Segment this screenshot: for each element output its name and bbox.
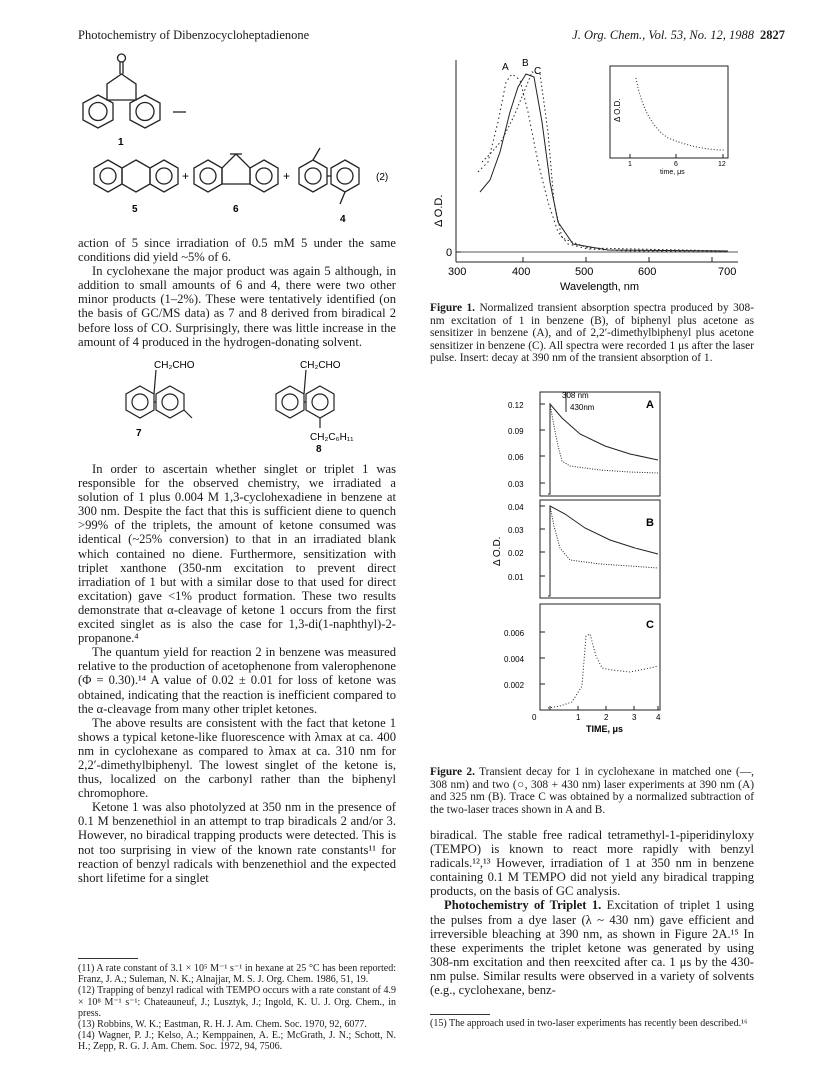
fig2-xtick: 2	[604, 713, 609, 722]
section-heading: Photochemistry of Triplet 1.	[444, 898, 602, 913]
paragraph-body: Excitation of triplet 1 using the pulses from a dye laser (λ ~ 430 nm) gave efficient and irreversible bleaching at 390 nm, as shown in Figure 2A.¹⁵ In these experiments the triplet ketone was generated by using 308-nm excitation and then reexcited after ca. 1 μs by the 430-nm pulse. Similar results were observed in a variety of solvents (e.g., cyclohexane, benz-	[430, 898, 755, 998]
fig1-inset-xlabel: time, μs	[660, 169, 685, 176]
caption-label: Figure 2.	[430, 766, 475, 778]
paragraph: action of 5 since irradiation of 0.5 mM 5 under the same conditions did yield ~5% of 6.	[78, 236, 396, 265]
journal-name: J. Org. Chem., Vol. 53, No. 12, 1988	[572, 28, 754, 42]
paragraph	[430, 898, 754, 997]
equation-number: (2)	[376, 172, 389, 183]
ch2c6h11-label: CH₂C₆H₁₁	[310, 432, 354, 443]
fig2a-ytick: 0.12	[508, 401, 524, 410]
figure-1	[428, 52, 758, 304]
fig2-xtick: 1	[576, 713, 581, 722]
paragraph: In order to ascertain whether singlet or triplet 1 was responsible for the observed chemistry, we irradiated a solution of 1 plus 0.004 M 1,3-cyclohexadiene in benzene at 300 nm. Despite the fact that this is sufficient diene to quench >99% of the triplets, the amount of ketone consumed was identical (~25% conversion) to that in an irradiated blank which contained no diene. Furthermore, sensitization with triplet xanthone (350-nm excitation to prevent direct irradiation of 1 but with a similar dose to that used for direct excitation) gave <1% product formation. These two results demonstrate that α-cleavage of ketone 1 occurs from the first excited singlet as is also the case for 1,3-di(1-naphthyl)-2-propanone.⁴	[78, 462, 396, 646]
running-header: Photochemistry of Dibenzocycloheptadienone	[78, 28, 310, 42]
footnotes	[78, 963, 396, 1053]
fig1-curve-label: B	[522, 58, 529, 69]
fig2c-label: C	[646, 619, 654, 631]
fig1-xtick: 500	[575, 266, 594, 278]
fig1-xtick: 300	[448, 266, 467, 278]
ch2cho-label: CH₂CHO	[154, 360, 195, 371]
fig2c-ytick: 0.002	[504, 681, 525, 690]
plus-sign: +	[283, 169, 291, 183]
compound-5-label: 5	[132, 204, 138, 215]
fig2a-label: A	[646, 399, 654, 411]
footnote-15: (15) The approach used in two-laser experiments has recently been described.¹⁶	[430, 1018, 748, 1029]
right-column-text	[430, 828, 754, 997]
fig1-xtick: 700	[718, 266, 737, 278]
compound-1-label: 1	[118, 137, 124, 148]
plus-sign: +	[182, 169, 190, 183]
footnote-rule	[430, 1014, 490, 1015]
fig1-xlabel: Wavelength, nm	[560, 281, 640, 293]
reaction-scheme	[78, 50, 408, 230]
fig2c-ytick: 0.006	[504, 629, 525, 638]
footnote: (14) Wagner, P. J.; Kelso, A.; Kemppainen, A. E.; McGrath, J. N.; Schott, N. H.; Zepp, R. G. J. Am. Chem. Soc. 1972, 94, 7506.	[78, 1030, 396, 1053]
fig2-ylabel: Δ O.D.	[492, 536, 503, 566]
fig2-xtick: 4	[656, 713, 661, 722]
footnote: (13) Robbins, W. K.; Eastman, R. H. J. Am. Chem. Soc. 1970, 92, 6077.	[78, 1019, 367, 1031]
fig2b-ytick: 0.04	[508, 503, 524, 512]
footnote-rule	[78, 958, 138, 959]
fig1-curve-label: A	[502, 62, 509, 73]
fig1-xtick: 400	[512, 266, 531, 278]
left-column-top	[78, 236, 396, 349]
paragraph: In cyclohexane the major product was again 5 although, in addition to small amounts of 6 and 4, there were two other minor products (1–2%). These were tentatively identified (on the basis of GC/MS data) as 7 and 8 derived from biradical 2 before loss of CO. Surprisingly, there was little increase in the amount of 4 produced in the hydrogen-donating solvent.	[78, 264, 396, 349]
fig1-zero: 0	[446, 247, 453, 259]
caption-text: Normalized transient absorption spectra produced by 308-nm excitation of 1 in benzene (B), of biphenyl plus acetone as sensitizer in benzene (A), and of 2,2′-dimethylbiphenyl plus acetone sensitizer in benzene (C). All spectra were recorded 1 μs after the laser pulse. Insert: decay at 390 nm of the transient absorption of 1.	[430, 302, 754, 365]
fig2b-label: B	[646, 517, 654, 529]
fig2a-annotation: 308 nm	[562, 391, 589, 400]
fig2a-annotation: 430nm	[570, 403, 595, 412]
fig1-inset-xtick: 12	[718, 161, 726, 168]
compound-4-label: 4	[340, 214, 346, 225]
page-number: 2827	[760, 28, 785, 42]
fig2-xlabel: TIME, μs	[586, 724, 624, 734]
compound-6-label: 6	[233, 204, 239, 215]
compound-8-label: 8	[316, 444, 322, 455]
caption-text: Transient decay for 1 in cyclohexane in matched one (—, 308 nm) and two (○, 308 + 430 nm) laser experiments at 390 nm (A) and 325 nm (B). Trace C was obtained by a normalized subtraction of the two-laser traces shown in A and B.	[430, 766, 755, 816]
fig1-inset-xtick: 1	[628, 161, 632, 168]
footnote: (12) Trapping of benzyl radical with TEMPO occurs with a rate constant of 4.9 × 10⁸ M⁻¹ s⁻¹: Chateauneuf, J.; Lusztyk, J.; Ingold, K. U. J. Org. Chem., in press.	[78, 985, 396, 1019]
fig2a-ytick: 0.06	[508, 453, 524, 462]
fig2-xtick: 0	[532, 713, 537, 722]
journal-citation	[572, 28, 785, 43]
fig2b-ytick: 0.02	[508, 549, 524, 558]
fig1-ylabel: Δ O.D.	[433, 194, 445, 227]
footnote: (11) A rate constant of 3.1 × 10⁵ M⁻¹ s⁻¹ in hexane at 25 °C has been reported: Franz, J. A.; Suleman, N. K.; Alnajjar, M. S. J. Org. Chem. 1986, 51, 19.	[78, 963, 396, 986]
fig2c-ytick: 0.004	[504, 655, 525, 664]
paragraph: The quantum yield for reaction 2 in benzene was measured relative to the production of acetophenone from valerophenone (Φ = 0.30).¹⁴ A value of 0.02 ± 0.01 for loss of ketone was obtained, indicating that the reaction is inefficient compared to the α-cleavage from many other triplet ketones.	[78, 645, 396, 716]
ch2cho-label: CH₂CHO	[300, 360, 341, 371]
paragraph: biradical. The stable free radical tetramethyl-1-piperidinyloxy (TEMPO) is known to react more rapidly with benzyl radicals.¹²,¹³ However, irradiation of 1 at 350 nm in benzene containing 0.1 M TEMPO did not yield any biradical trapping products, on the basis of GC analysis.	[430, 828, 754, 899]
fig1-xtick: 600	[638, 266, 657, 278]
fig2b-ytick: 0.03	[508, 526, 524, 535]
paragraph: Ketone 1 was also photolyzed at 350 nm in the presence of 0.1 M benzenethiol in an attempt to trap biradicals 2 and/or 3. However, no biradical trapping products were detected. This is not too surprising in view of the known rate constants¹¹ for reaction of benzyl radicals with benzenethiol and the expected short lifetime for a singlet	[78, 800, 396, 885]
structures-7-8	[100, 356, 400, 456]
fig2a-ytick: 0.03	[508, 480, 524, 489]
left-column-bottom	[78, 462, 396, 885]
fig2a-ytick: 0.09	[508, 427, 524, 436]
fig1-inset-ylabel: Δ O.D.	[613, 98, 622, 122]
caption-label: Figure 1.	[430, 302, 476, 314]
fig2-xtick: 3	[632, 713, 637, 722]
paragraph: The above results are consistent with the fact that ketone 1 shows a typical ketone-like fluorescence with λmax at ca. 400 nm in cyclohexane as compared to λmax at ca. 310 nm for 2,2′-dimethylbiphenyl. The lowest singlet of the ketone is, thus, localized on the carbonyl rather than the biphenyl chromophore.	[78, 715, 396, 801]
fig1-inset-xtick: 6	[674, 161, 678, 168]
figure-2-caption	[430, 766, 754, 816]
figure-1-caption	[430, 302, 754, 365]
compound-7-label: 7	[136, 428, 142, 439]
fig1-curve-label: C	[534, 66, 542, 77]
fig2b-ytick: 0.01	[508, 573, 524, 582]
figure-2	[490, 386, 690, 762]
